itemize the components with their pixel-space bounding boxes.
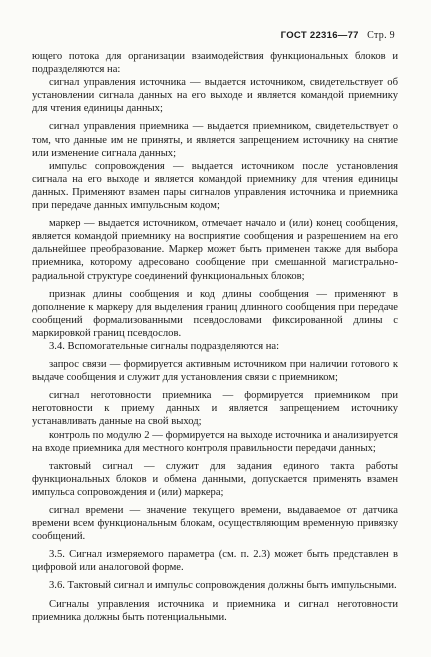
paragraph-accompanying-pulse: импульс сопровождения — выдается источником после установления сигнала на его выходе и является командой приемнику для чтения единицы данных. Применяют взамен пары сигналов управления источника и приемника при передаче данных импульсным кодом; bbox=[32, 160, 398, 212]
paragraph-source-control-signal: сигнал управления источника — выдается источником, свидетельствует об установлении сигнала данных на его выходе и является командой приемнику для чтения единицы данных; bbox=[32, 77, 398, 115]
page-number: Стр. 9 bbox=[367, 30, 395, 41]
standard-number: ГОСТ 22316—77 bbox=[280, 30, 359, 41]
page-header bbox=[281, 30, 395, 41]
paragraph-time-signal: сигнал времени — значение текущего времени, выдаваемое от датчика времени всем функциональным блокам, осуществляющим временную привязку сообщений. bbox=[32, 505, 398, 543]
paragraph-potential-signals: Сигналы управления источника и приемника и сигнал неготовности приемника должны быть потенциальными. bbox=[32, 598, 398, 623]
paragraph-modulo-2-check: контроль по модулю 2 — формируется на выходе источника и анализируется на входе приемника для местного контроля правильности передачи данных; bbox=[32, 429, 398, 454]
paragraph-connection-request: запрос связи — формируется активным источником при наличии готового к выдаче сообщения и служит для установления связи с приемником; bbox=[32, 359, 398, 384]
paragraph-clock-signal: тактовый сигнал — служит для задания единого такта работы функциональных блоков и обмена данными, допускается применять взамен импульса сопровождения и (или) маркера; bbox=[32, 460, 398, 498]
paragraph-continuation: ющего потока для организации взаимодействия функциональных блоков и подразделяются на: bbox=[32, 51, 398, 76]
section-3-5: 3.5. Сигнал измеряемого параметра (см. п. 2.3) может быть представлен в цифровой или аналоговой форме. bbox=[32, 549, 398, 574]
section-3-6: 3.6. Тактовый сигнал и импульс сопровождения должны быть импульсными. bbox=[49, 580, 397, 592]
paragraph-receiver-control-signal: сигнал управления приемника — выдается приемником, свидетельствует о том, что данные им не приняты, и является запрещением источнику на снятие или изменение сигнала данных; bbox=[32, 121, 398, 159]
paragraph-message-length: признак длины сообщения и код длины сообщения — применяют в дополнение к маркеру для выделения границ длинного сообщения при передаче сообщений формализованными псевдословами фиксированной длины с маркировкой границ псевдослов. bbox=[32, 288, 398, 339]
paragraph-receiver-not-ready: сигнал неготовности приемника — формируется приемником при неготовности к приему данных и является запрещением источнику устанавливать данные на свой выход; bbox=[32, 390, 398, 428]
document-body bbox=[32, 50, 398, 624]
section-3-4-heading: 3.4. Вспомогательные сигналы подразделяются на: bbox=[49, 340, 280, 352]
paragraph-marker: маркер — выдается источником, отмечает начало и (или) конец сообщения, является командой приемнику на восприятие сообщения и разрешением на его дальнейшее преобразование. Маркер может быть применен также для выбора приемника, которому адресовано сообщение при смешанной магистрально-радиальной структуре соединений функциональных блоков; bbox=[32, 218, 398, 282]
